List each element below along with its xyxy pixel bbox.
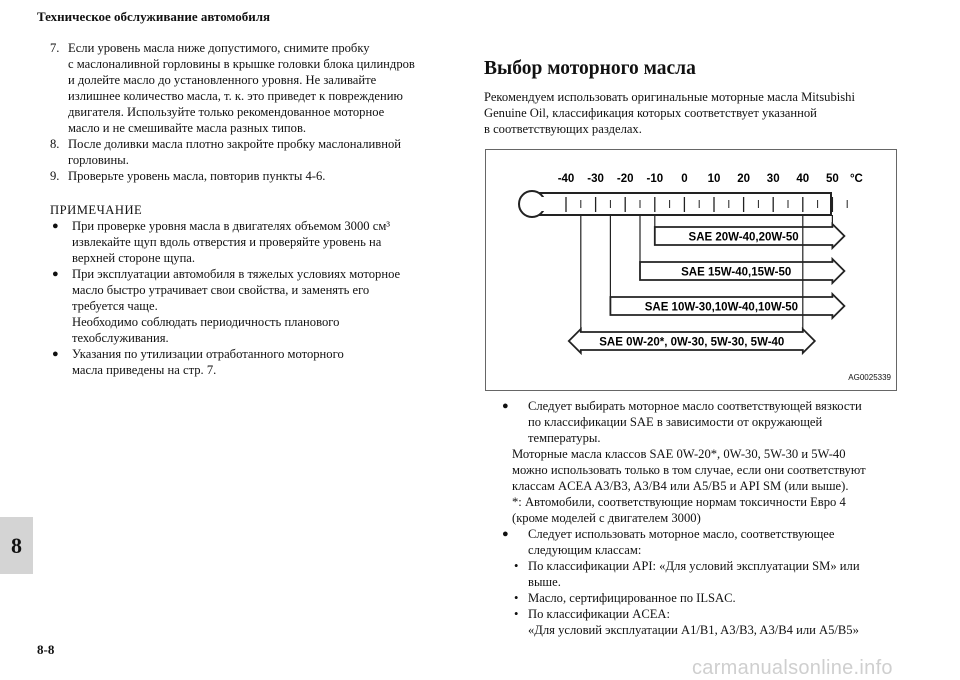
bullet-sae xyxy=(484,398,914,446)
step-number: 8. xyxy=(50,137,60,151)
text-line: с маслоналивной горловины в крышке головки блока цилиндров xyxy=(68,57,415,71)
text-line: Если уровень масла ниже допустимого, снимите пробку xyxy=(68,41,370,55)
figure-caption: AG0025339 xyxy=(848,373,891,382)
text-line: излишнее количество масла, т. к. это приведет к повреждению xyxy=(68,89,403,103)
text-line: требуется чаще. xyxy=(72,299,158,313)
text-line: Масло, сертифицированное по ILSAC. xyxy=(528,591,736,605)
sub-item xyxy=(484,558,914,590)
oil-grade-label: SAE 20W-40,20W-50 xyxy=(688,231,799,244)
text-line: После доливки масла плотно закройте пробку маслоналивной xyxy=(68,137,401,151)
note-item xyxy=(50,266,470,346)
step-text xyxy=(68,40,415,136)
steps-list xyxy=(50,40,470,184)
text-line: извлекайте щуп вдоль отверстия и проверяйте уровень на xyxy=(72,235,382,249)
bullet-icon: ● xyxy=(52,348,59,360)
left-column xyxy=(50,40,470,378)
text-line: Следует использовать моторное масло, соответствующее xyxy=(528,527,835,541)
section-title: Выбор моторного масла xyxy=(484,58,696,79)
text-line: горловины. xyxy=(68,153,129,167)
text-line: Рекомендуем использовать оригинальные моторные масла Mitsubishi xyxy=(484,90,855,104)
text-line: Следует выбирать моторное масло соответствующей вязкости xyxy=(528,399,862,413)
bullet-icon: ● xyxy=(502,528,509,540)
bullet-icon: ● xyxy=(502,400,509,412)
acea-detail: «Для условий эксплуатации A1/B1, A3/B3, A3/B4 или A5/B5» xyxy=(528,623,859,637)
bulb-inner xyxy=(522,194,542,214)
temp-label: 20 xyxy=(737,173,750,185)
note-item xyxy=(50,218,470,266)
text-line: Проверьте уровень масла, повторив пункты 4-6. xyxy=(68,169,326,183)
text-line: техобслуживания. xyxy=(72,331,169,345)
temp-label: 0 xyxy=(681,173,688,185)
intro-paragraph xyxy=(484,89,914,137)
step-item xyxy=(50,136,470,168)
oil-grade-label: SAE 10W-30,10W-40,10W-50 xyxy=(644,301,799,314)
bullet-icon: ● xyxy=(52,220,59,232)
sub-bullet: • xyxy=(514,559,519,573)
note-bullets xyxy=(50,218,470,378)
step-text xyxy=(68,136,401,168)
text-line: следующим классам: xyxy=(528,543,642,557)
sae-paragraph xyxy=(484,446,914,526)
section-tab: 8 xyxy=(0,517,33,574)
sub-item xyxy=(484,590,914,606)
text-line: По классификации API: «Для условий эксплуатации SM» или xyxy=(528,559,860,573)
bullet-classes-text xyxy=(528,526,835,558)
step-item xyxy=(50,168,470,184)
text-line: Genuine Oil, классификация которых соответствует указанной xyxy=(484,106,817,120)
sub-item xyxy=(484,606,914,622)
temp-unit: °C xyxy=(849,173,863,185)
text-line: двигателя. Используйте только рекомендованное моторное xyxy=(68,105,385,119)
oil-grade-label: SAE 0W-20*, 0W-30, 5W-30, 5W-40 xyxy=(599,336,785,349)
page-number: 8-8 xyxy=(37,642,55,657)
bullet-icon: ● xyxy=(52,268,59,280)
text-line: температуры. xyxy=(528,431,601,445)
sub-text xyxy=(528,606,670,622)
step-number: 9. xyxy=(50,169,60,183)
text-line: Указания по утилизации отработанного моторного xyxy=(72,347,344,361)
temp-label: 50 xyxy=(826,173,839,185)
temp-label: -40 xyxy=(557,173,575,185)
text-line: По классификации ACEA: xyxy=(528,607,671,621)
note-text xyxy=(72,218,390,266)
note-text xyxy=(72,266,400,346)
bullet-sae-text xyxy=(528,398,862,446)
text-line: масло быстро утрачивает свои свойства, и заменять его xyxy=(72,283,370,297)
step-item xyxy=(50,40,470,136)
note-item xyxy=(50,346,470,378)
temp-label: 40 xyxy=(796,173,810,185)
page-header: Техническое обслуживание автомобиля xyxy=(37,9,271,24)
tube-inner xyxy=(538,197,828,211)
viscosity-chart xyxy=(486,150,896,390)
oil-grade-label: SAE 15W-40,15W-50 xyxy=(681,266,792,279)
text-line: масло и не смешивайте масла разных типов. xyxy=(68,121,307,135)
sub-text xyxy=(528,558,860,590)
note-title: ПРИМЕЧАНИЕ xyxy=(50,203,143,217)
text-line: При проверке уровня масла в двигателях объемом 3000 см³ xyxy=(72,219,391,233)
text-line: Моторные масла классов SAE 0W-20*, 0W-30, 5W-30 и 5W-40 xyxy=(512,447,846,461)
step-text xyxy=(68,168,325,184)
text-line: можно использовать только в том случае, если они соответствуют xyxy=(512,463,866,477)
sub-text xyxy=(528,590,736,606)
temp-label: -30 xyxy=(587,173,604,185)
text-line: выше. xyxy=(528,575,561,589)
temp-label: 30 xyxy=(766,173,780,185)
watermark: carmanualsonline.info xyxy=(692,657,893,679)
note-text xyxy=(72,346,344,378)
text-line: и долейте масло до установленного уровня. Не заливайте xyxy=(68,73,377,87)
oil-viscosity-figure xyxy=(485,149,897,391)
right-column xyxy=(484,58,914,638)
text-line: в соответствующих разделах. xyxy=(484,122,642,136)
temp-label: 10 xyxy=(707,173,721,185)
text-line: классам ACEA A3/B3, A3/B4 или A5/B5 и API SM (или выше). xyxy=(512,479,849,493)
text-line: масла приведены на стр. 7. xyxy=(72,363,217,377)
text-line: Необходимо соблюдать периодичность планового xyxy=(72,315,340,329)
temp-label: -10 xyxy=(646,173,664,185)
text-line: При эксплуатации автомобиля в тяжелых условиях моторное xyxy=(72,267,401,281)
bullet-classes xyxy=(484,526,914,558)
temp-label: -20 xyxy=(616,173,634,185)
text-line: *: Автомобили, соответствующие нормам токсичности Евро 4 xyxy=(512,495,846,509)
text-line: по классификации SAE в зависимости от окружающей xyxy=(528,415,823,429)
class-sub-list xyxy=(484,558,914,622)
sub-bullet: • xyxy=(514,607,519,621)
sub-bullet: • xyxy=(514,591,519,605)
text-line: (кроме моделей с двигателем 3000) xyxy=(512,511,701,525)
text-line: верхней стороне щупа. xyxy=(72,251,196,265)
step-number: 7. xyxy=(50,41,60,55)
